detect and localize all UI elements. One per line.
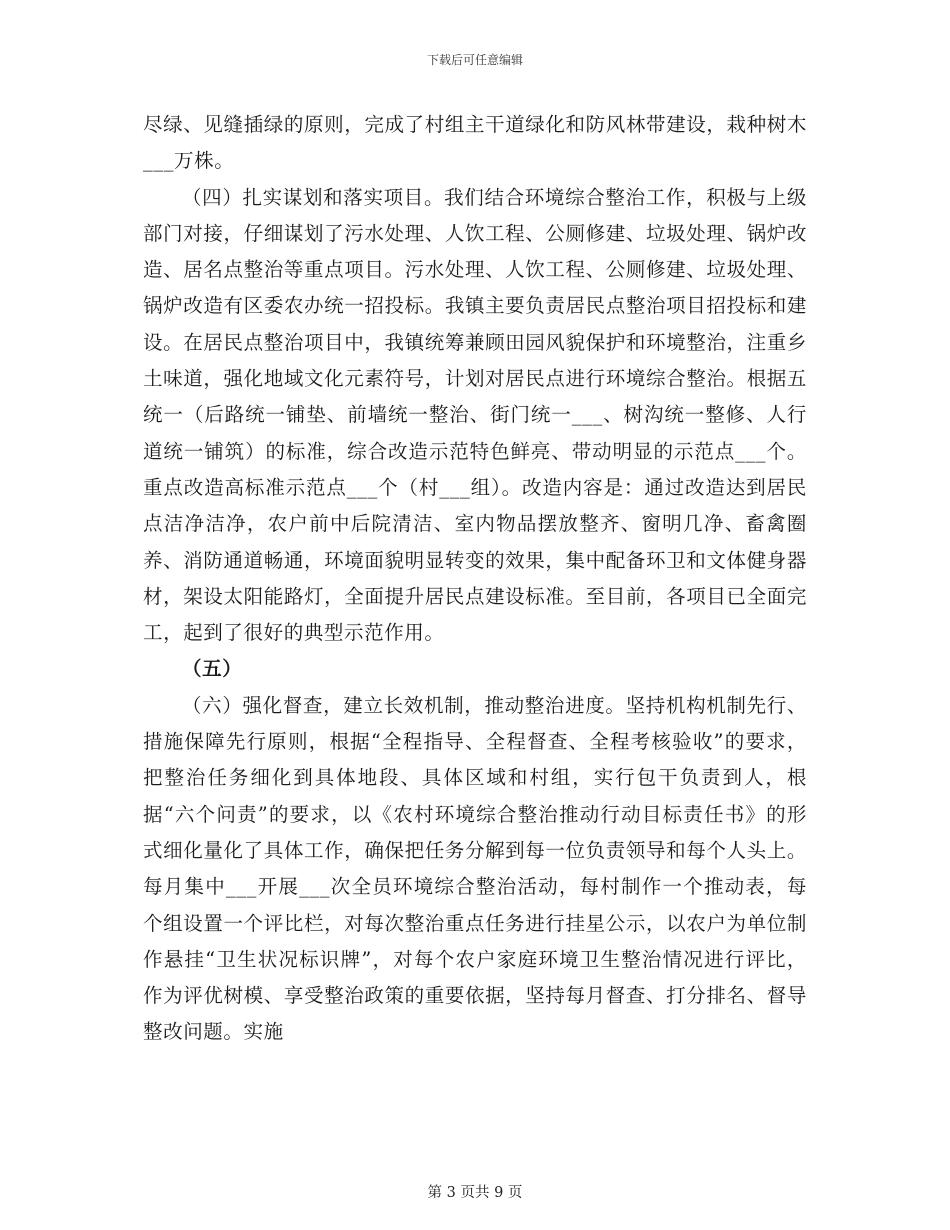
paragraph-continuation: 尽绿、见缝插绿的原则，完成了村组主干道绿化和防风林带建设，栽种树木___万株。 — [143, 113, 807, 173]
page-header: 下载后可任意编辑 — [426, 53, 523, 67]
section-5-heading: （五） — [182, 657, 243, 681]
page-number: 第 3 页共 9 页 — [427, 1185, 523, 1201]
paragraph-section-4: （四）扎实谋划和落实项目。我们结合环境综合整治工作，积极与上级部门对接，仔细谋划了污水处理、人饮工程、公厕修建、垃圾处理、锅炉改造、居名点整治等重点项目。污水处理、人饮工程、公厕修建、垃圾处理、锅炉改造有区委农办统一招投标。我镇主要负责居民点整治项目招投标和建设。在居民点整治项目中，我镇统筹兼顾田园风貌保护和环境整治，注重乡土味道，强化地域文化元素符号，计划对居民点进行环境综合整治。根据五统一（后路统一铺垫、前墙统一整治、街门统一___、树沟统一整修、人行道统一铺筑）的标准，综合改造示范特色鲜亮、带动明显的示范点___个。重点改造高标准示范点___个（村___组）。改造内容是：通过改造达到居民点洁净洁净，农户前中后院清洁、室内物品摆放整齐、窗明几净、畜禽圈养、消防通道畅通，环境面貌明显转变的效果，集中配备环卫和文体健身器材，架设太阳能路灯，全面提升居民点建设标准。至目前，各项目已全面完工，起到了很好的典型示范作用。 — [143, 185, 807, 645]
paragraph-section-6: （六）强化督查，建立长效机制，推动整治进度。坚持机构机制先行、措施保障先行原则，根据“全程指导、全程督查、全程考核验收”的要求，把整治任务细化到具体地段、具体区域和村组，实行包干负责到人，根据“六个问责”的要求，以《农村环境综合整治推动行动目标责任书》的形式细化量化了具体工作，确保把任务分解到每一位负责领导和每个人头上。每月集中___开展___次全员环境综合整治活动，每村制作一个推动表，每个组设置一个评比栏，对每次整治重点任务进行挂星公示，以农户为单位制作悬挂“卫生状况标识牌”，对每个农户家庭环境卫生整治情况进行评比，作为评优树模、享受整治政策的重要依据，坚持每月督查、打分排名、督导整改问题。实施 — [143, 693, 807, 1044]
document-body — [143, 107, 807, 1051]
